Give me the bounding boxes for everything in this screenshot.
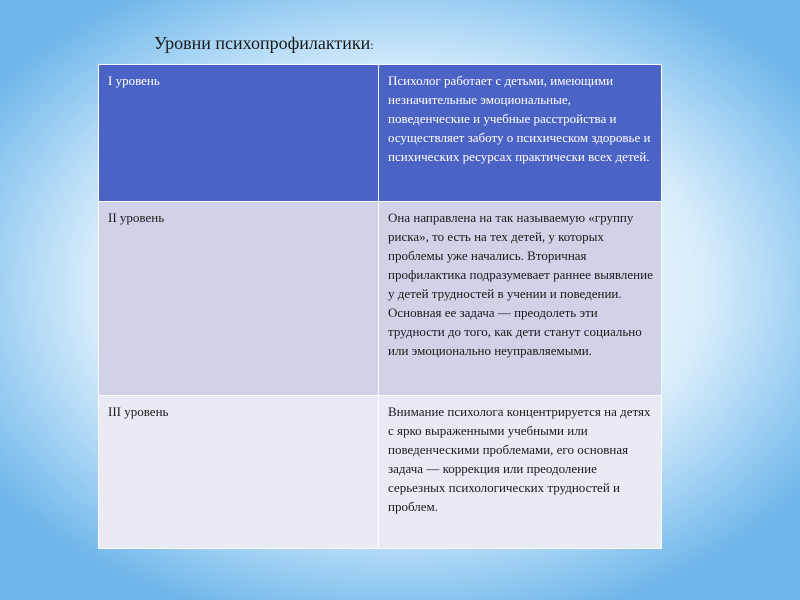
level-cell: III уровень [99, 396, 379, 549]
slide-title [154, 33, 374, 54]
table-row [99, 202, 662, 396]
description-cell: Внимание психолога концентрируется на детях с ярко выраженными учебными или поведенческими проблемами, его основная задача — коррекция или преодоление серьезных психологических трудностей и проблем. [379, 396, 662, 549]
slide-title-colon: : [370, 38, 374, 52]
prevention-levels-table [98, 64, 662, 549]
description-cell: Психолог работает с детьми, имеющими незначительные эмоциональные, поведенческие и учебные расстройства и осуществляет заботу о психическом здоровье и психических ресурсах практически всех детей. [379, 65, 662, 202]
table-row [99, 396, 662, 549]
slide-title-text: Уровни психопрофилактики [154, 33, 371, 53]
table-row [99, 65, 662, 202]
description-cell: Она направлена на так называемую «группу риска», то есть на тех детей, у которых проблемы уже начались. Вторичная профилактика подразумевает раннее выявление у детей трудностей в учении и поведении. Основная ее задача — преодолеть эти трудности до того, как дети станут социально или эмоционально неуправляемыми. [379, 202, 662, 396]
level-cell: I уровень [99, 65, 379, 202]
level-cell: II уровень [99, 202, 379, 396]
